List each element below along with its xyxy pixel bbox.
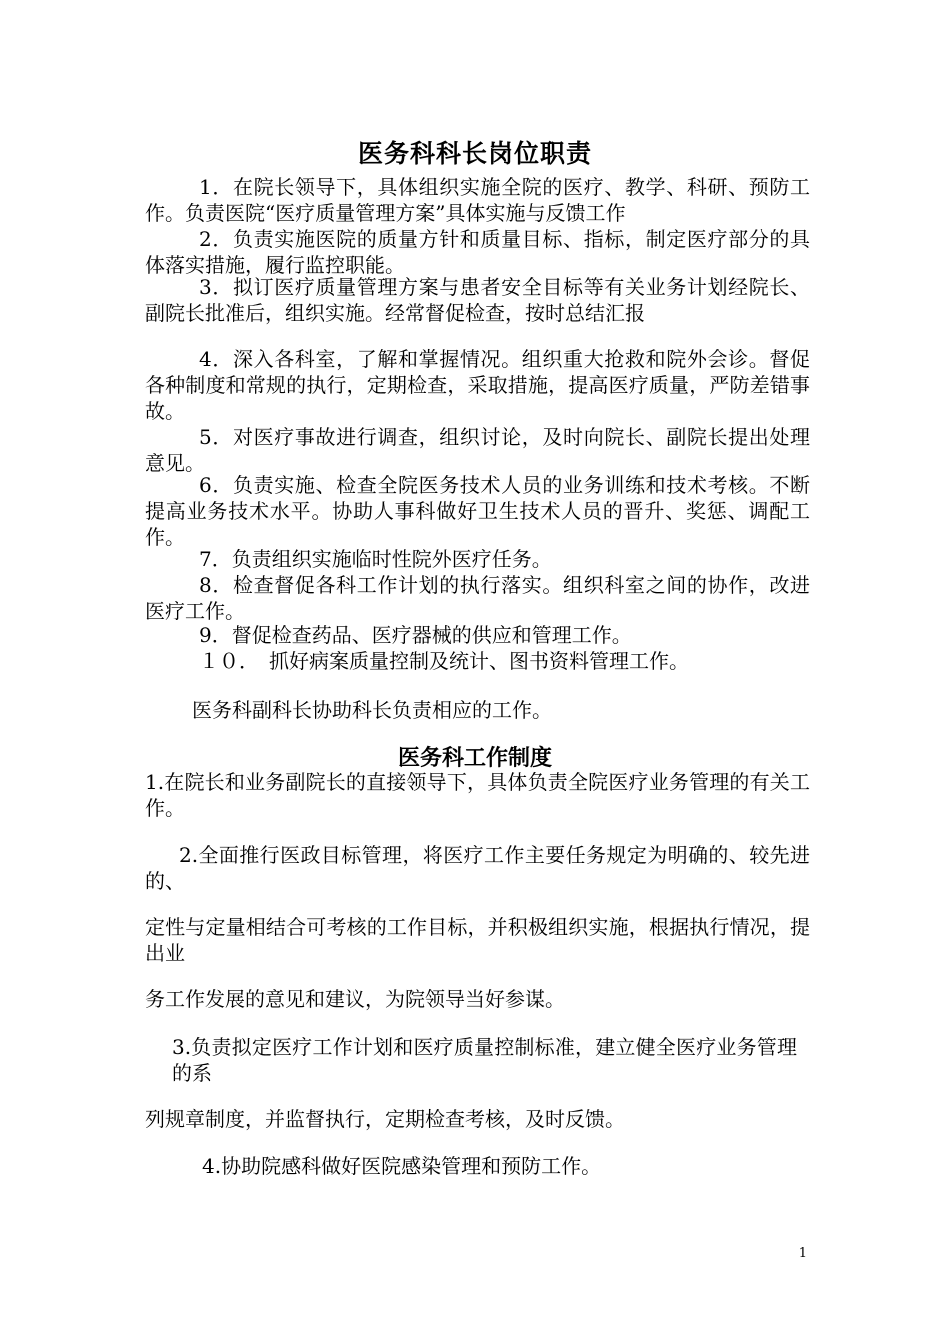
rule-2-continued-a: 定性与定量相结合可考核的工作目标，并积极组织实施，根据执行情况，提出业 (145, 915, 810, 965)
deputy-note: 医务科副科长协助科长负责相应的工作。 (192, 698, 552, 722)
duty-item-2: 2．负责实施医院的质量方针和质量目标、指标，制定医疗部分的具体落实措施，履行监控职能。 (145, 227, 810, 277)
duty-item-7: 7．负责组织实施临时性院外医疗任务。 (199, 547, 552, 571)
duty-item-5: 5．对医疗事故进行调查，组织讨论，及时向院长、副院长提出处理意见。 (145, 425, 810, 475)
rule-2: 2.全面推行医政目标管理，将医疗工作主要任务规定为明确的、较先进的、 (145, 843, 810, 893)
section-title: 医务科工作制度 (397, 745, 552, 771)
rule-4: 4.协助院感科做好医院感染管理和预防工作。 (202, 1154, 602, 1178)
rule-3: 3.负责拟定医疗工作计划和医疗质量控制标准，建立健全医疗业务管理的系 (172, 1035, 797, 1085)
document-title: 医务科科长岗位职责 (357, 139, 592, 168)
duty-item-9: 9．督促检查药品、医疗器械的供应和管理工作。 (199, 623, 632, 647)
duty-item-3: 3．拟订医疗质量管理方案与患者安全目标等有关业务计划经院长、副院长批准后，组织实施。经常督促检查，按时总结汇报 (145, 275, 810, 325)
rule-3-continued: 列规章制度，并监督执行，定期检查考核，及时反馈。 (145, 1107, 625, 1131)
duty-item-1: 1．在院长领导下，具体组织实施全院的医疗、教学、科研、预防工作。负责医院“医疗质量管理方案”具体实施与反馈工作 (145, 175, 810, 225)
duty-item-4: 4．深入各科室，了解和掌握情况。组织重大抢救和院外会诊。督促各种制度和常规的执行，定期检查，采取措施，提高医疗质量，严防差错事故。 (145, 347, 810, 423)
duty-item-8: 8．检查督促各科工作计划的执行落实。组织科室之间的协作，改进医疗工作。 (145, 573, 810, 623)
rule-2-continued-b: 务工作发展的意见和建议，为院领导当好参谋。 (145, 987, 565, 1011)
duty-item-10: １０． 抓好病案质量控制及统计、图书资料管理工作。 (199, 649, 689, 673)
page-number: 1 (798, 1246, 807, 1261)
duty-item-6: 6．负责实施、检查全院医务技术人员的业务训练和技术考核。不断提高业务技术水平。协助人事科做好卫生技术人员的晋升、奖惩、调配工作。 (145, 473, 810, 549)
rule-1: 1.在院长和业务副院长的直接领导下，具体负责全院医疗业务管理的有关工作。 (145, 770, 810, 820)
